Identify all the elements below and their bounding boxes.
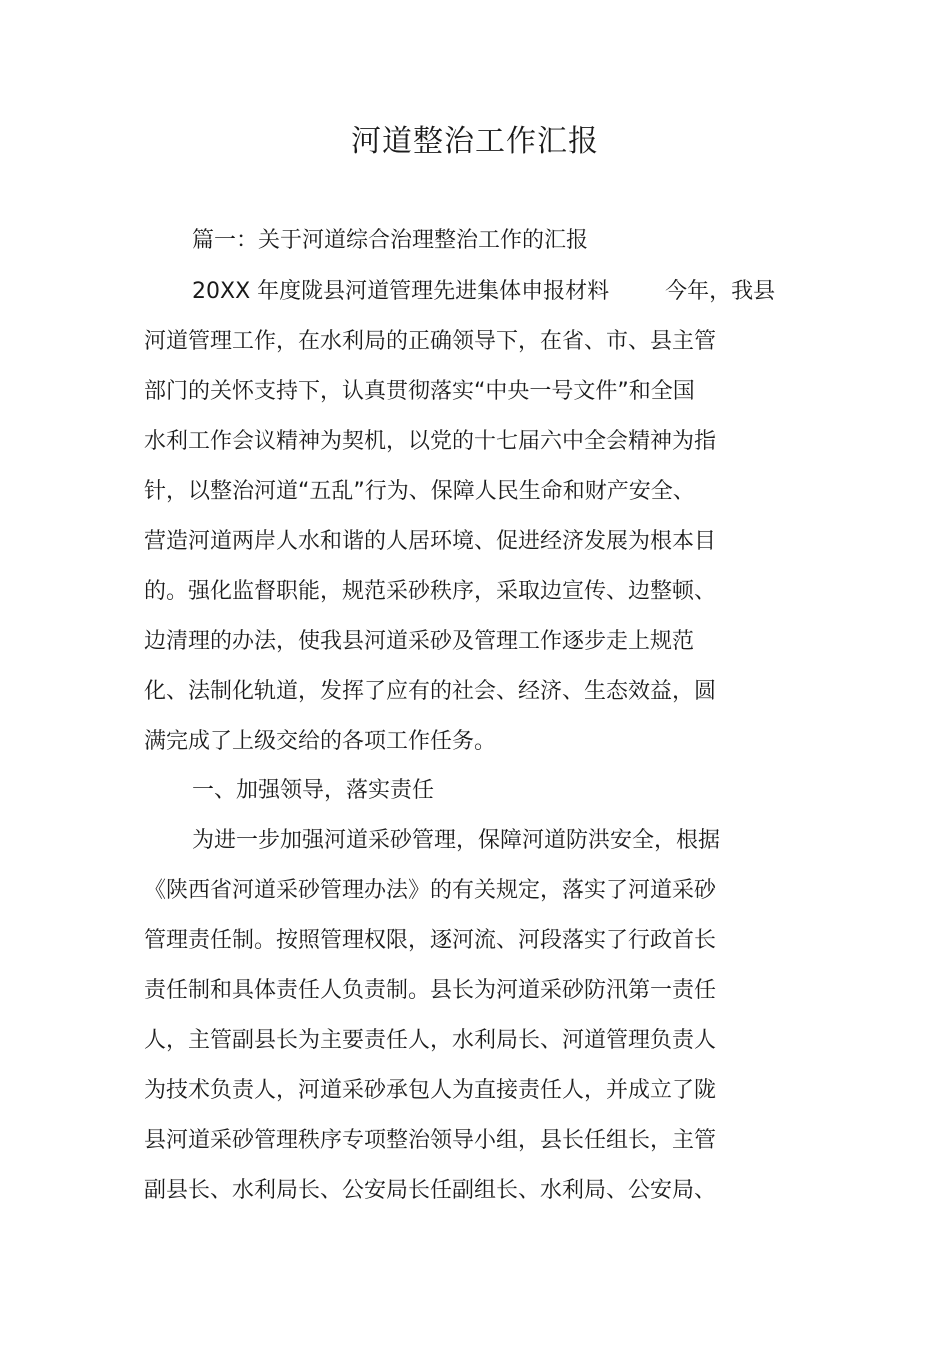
paragraph-line: 边清理的办法，使我县河道采砂及管理工作逐步走上规范 [144,629,695,654]
paragraph-line: 化、法制化轨道，发挥了应有的社会、经济、生态效益，圆 [144,679,717,704]
section-heading-part-one: 篇一：关于河道综合治理整治工作的汇报 [192,228,589,253]
paragraph-line: 副县长、水利局长、公安局长任副组长、水利局、公安局、 [144,1178,717,1203]
paragraph-line: 水利工作会议精神为契机，以党的十七届六中全会精神为指 [144,429,717,454]
paragraph-start-text: 今年，我县 [665,279,776,304]
paragraph-line: 管理责任制。按照管理权限，逐河流、河段落实了行政首长 [144,928,717,953]
section-heading-one: 一、加强领导，落实责任 [192,778,435,803]
document-title: 河道整治工作汇报 [351,124,599,159]
paragraph-line: 为进一步加强河道采砂管理，保障河道防洪安全，根据 [192,828,721,853]
paragraph-line: 为技术负责人，河道采砂承包人为直接责任人，并成立了陇 [144,1078,717,1103]
paragraph-line: 人，主管副县长为主要责任人，水利局长、河道管理负责人 [144,1028,717,1053]
paragraph-line: 责任制和具体责任人负责制。县长为河道采砂防汛第一责任 [144,978,717,1003]
application-title-text: 20XX 年度陇县河道管理先进集体申报材料 [192,279,610,304]
paragraph-line [192,277,775,307]
paragraph-line: 河道管理工作，在水利局的正确领导下，在省、市、县主管 [144,329,717,354]
paragraph-line: 《陕西省河道采砂管理办法》的有关规定，落实了河道采砂 [144,878,717,903]
paragraph-line: 县河道采砂管理秩序专项整治领导小组，县长任组长，主管 [144,1128,717,1153]
paragraph-line: 满完成了上级交给的各项工作任务。 [144,729,497,754]
paragraph-line: 营造河道两岸人水和谐的人居环境、促进经济发展为根本目 [144,529,717,554]
paragraph-line: 部门的关怀支持下，认真贯彻落实“中央一号文件”和全国 [144,379,695,404]
paragraph-line: 的。强化监督职能，规范采砂秩序，采取边宣传、边整顿、 [144,579,717,604]
paragraph-line: 针，以整治河道“五乱”行为、保障人民生命和财产安全、 [144,479,695,504]
